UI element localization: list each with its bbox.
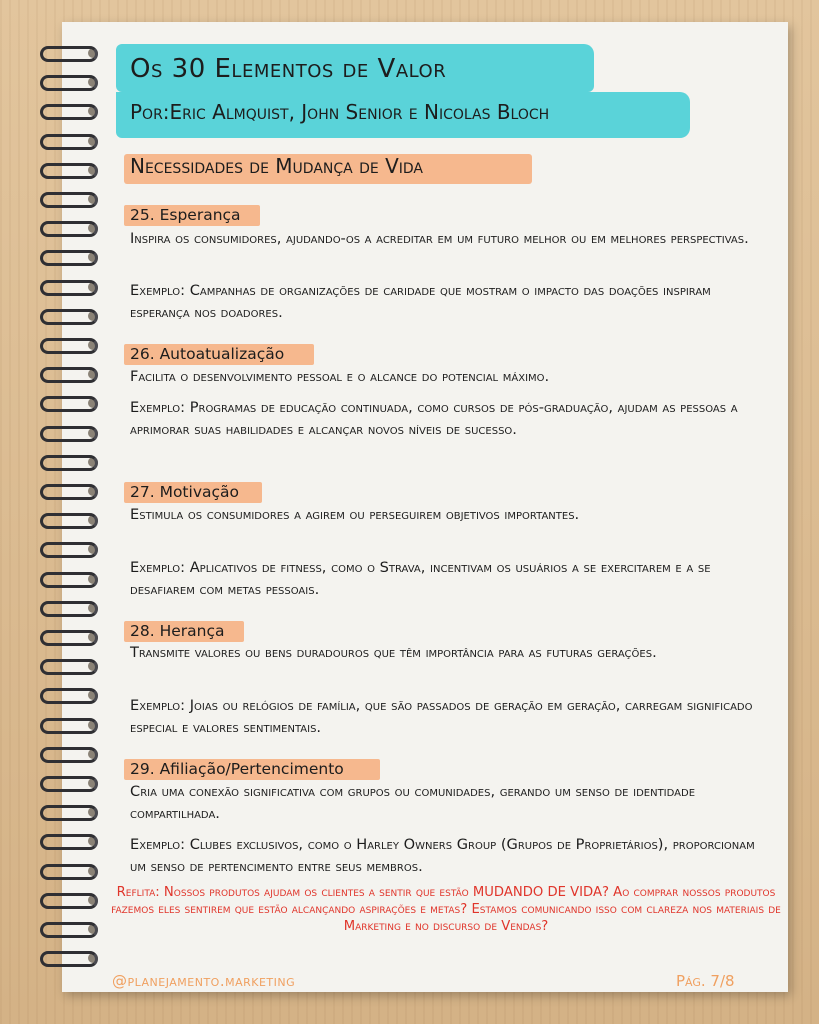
page-number: Pág. 7/8 bbox=[676, 972, 735, 990]
item-heading: 29. Afiliação/Pertencimento bbox=[130, 760, 344, 778]
spiral-ring bbox=[38, 219, 100, 237]
social-handle: @planejamento.marketing bbox=[112, 972, 296, 990]
spiral-ring bbox=[38, 570, 100, 588]
spiral-ring bbox=[38, 161, 100, 179]
item-heading-highlight bbox=[124, 759, 380, 780]
section-title: Necessidades de Mudança de Vida bbox=[130, 154, 423, 178]
item-example: Exemplo: Programas de educação continuada, como cursos de pós-graduação, ajudam as pessoas a aprimorar suas habilidades e alcançar novos níveis de sucesso. bbox=[130, 399, 738, 438]
item-description: Estimula os consumidores a agirem ou perseguirem objetivos importantes. bbox=[130, 506, 580, 523]
reflection-note: Reflita: Nossos produtos ajudam os clientes a sentir que estão MUDANDO DE VIDA? Ao comprar nossos produtos fazemos eles sentirem que estão alcançando aspirações e metas? Estamos comunicando isso com clareza nos materiais de Marketing e no discurso de Vendas? bbox=[111, 885, 781, 934]
spiral-ring bbox=[38, 774, 100, 792]
spiral-ring bbox=[38, 278, 100, 296]
item-heading: 28. Herança bbox=[130, 622, 225, 640]
item-heading-highlight bbox=[124, 621, 244, 642]
spiral-ring bbox=[38, 891, 100, 909]
item-example: Exemplo: Joias ou relógios de família, que são passados de geração em geração, carregam significado especial e valores sentimentais. bbox=[130, 697, 753, 736]
item-description: Inspira os consumidores, ajudando-os a acreditar em um futuro melhor ou em melhores perspectivas. bbox=[130, 230, 749, 247]
spiral-ring bbox=[38, 599, 100, 617]
spiral-ring bbox=[38, 336, 100, 354]
item-heading: 25. Esperança bbox=[130, 206, 241, 224]
item-description: Cria uma conexão significativa com grupos ou comunidades, gerando um senso de identidade compartilhada. bbox=[130, 783, 696, 822]
item-heading-highlight bbox=[124, 482, 262, 503]
spiral-ring bbox=[38, 628, 100, 646]
spiral-ring bbox=[38, 862, 100, 880]
item-heading: 26. Autoatualização bbox=[130, 345, 285, 363]
spiral-ring bbox=[38, 920, 100, 938]
spiral-ring bbox=[38, 394, 100, 412]
spiral-ring bbox=[38, 540, 100, 558]
spiral-ring bbox=[38, 190, 100, 208]
item-example: Exemplo: Aplicativos de fitness, como o Strava, incentivam os usuários a se exercitarem e a se desafiarem com metas pessoais. bbox=[130, 559, 711, 598]
spiral-ring bbox=[38, 511, 100, 529]
item-description: Facilita o desenvolvimento pessoal e o alcance do potencial máximo. bbox=[130, 368, 550, 385]
spiral-ring bbox=[38, 686, 100, 704]
spiral-ring bbox=[38, 44, 100, 62]
spiral-ring bbox=[38, 745, 100, 763]
spiral-ring bbox=[38, 248, 100, 266]
spiral-ring bbox=[38, 949, 100, 967]
item-heading-highlight bbox=[124, 344, 314, 365]
item-example: Exemplo: Campanhas de organizações de caridade que mostram o impacto das doações inspiram esperança nos doadores. bbox=[130, 282, 711, 321]
spiral-ring bbox=[38, 716, 100, 734]
page-title: Os 30 Elementos de Valor bbox=[130, 54, 447, 84]
item-description: Transmite valores ou bens duradouros que têm importância para as futuras gerações. bbox=[130, 644, 657, 661]
page-subtitle: Por:Eric Almquist, John Senior e Nicolas Bloch bbox=[130, 100, 550, 124]
spiral-ring bbox=[38, 307, 100, 325]
item-heading-highlight bbox=[124, 205, 260, 226]
spiral-ring bbox=[38, 102, 100, 120]
spiral-binding bbox=[38, 44, 104, 984]
item-example: Exemplo: Clubes exclusivos, como o Harley Owners Group (Grupos de Proprietários), proporcionam um senso de pertencimento entre seus membros. bbox=[130, 836, 755, 875]
spiral-ring bbox=[38, 73, 100, 91]
spiral-ring bbox=[38, 482, 100, 500]
spiral-ring bbox=[38, 803, 100, 821]
spiral-ring bbox=[38, 132, 100, 150]
item-heading: 27. Motivação bbox=[130, 483, 239, 501]
spiral-ring bbox=[38, 453, 100, 471]
spiral-ring bbox=[38, 657, 100, 675]
spiral-ring bbox=[38, 424, 100, 442]
spiral-ring bbox=[38, 832, 100, 850]
spiral-ring bbox=[38, 365, 100, 383]
